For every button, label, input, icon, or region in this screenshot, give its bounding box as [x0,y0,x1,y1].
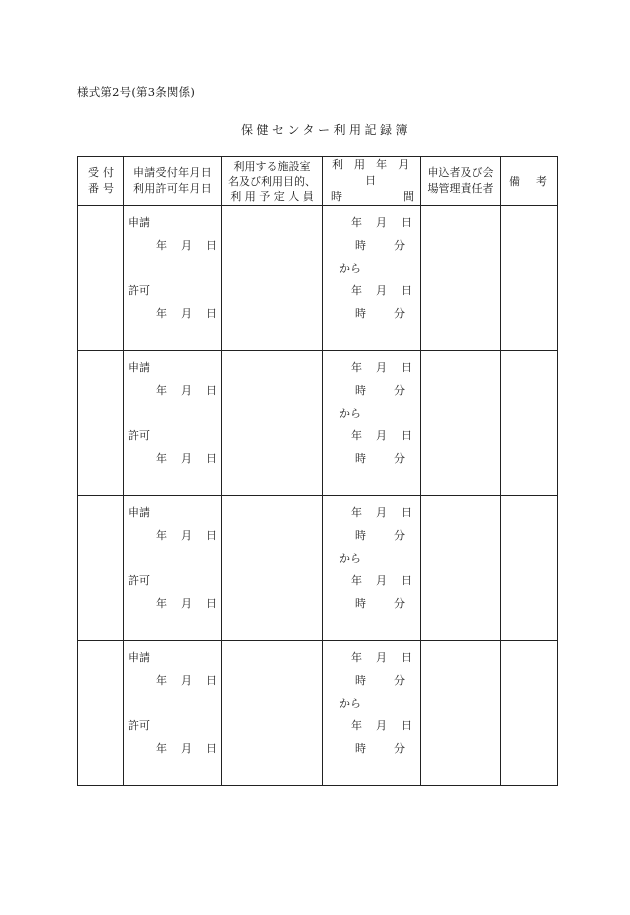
dates-cell[interactable] [124,206,222,351]
receipt-number-cell[interactable] [78,496,124,641]
permission-label: 許可 [128,574,150,587]
application-date: 年 月 日 [156,384,217,397]
usage-record-table [77,156,558,786]
use-start-time: 時 分 [355,529,405,542]
form-number: 様式第2号(第3条関係) [77,85,196,99]
from-label: から [339,552,361,565]
applicant-manager-cell[interactable] [421,351,501,496]
use-start-time: 時 分 [355,239,405,252]
permission-label: 許可 [128,284,150,297]
record-row [78,206,558,351]
dates-cell[interactable] [124,496,222,641]
facility-purpose-cell[interactable] [222,351,323,496]
record-row [78,641,558,786]
remarks-cell[interactable] [501,496,558,641]
use-end-date: 年 月 日 [351,284,412,297]
applicant-manager-cell[interactable] [421,496,501,641]
use-datetime-cell[interactable] [323,206,421,351]
application-label: 申請 [128,506,150,519]
use-end-time: 時 分 [355,742,405,755]
applicant-manager-cell[interactable] [421,206,501,351]
permission-date: 年 月 日 [156,452,217,465]
header-remarks: 備 考 [501,157,558,206]
application-label: 申請 [128,361,150,374]
record-row [78,351,558,496]
use-start-time: 時 分 [355,674,405,687]
header-facility-purpose: 利用する施設室 名及び利用目的、 利 用 予 定 人 員 [222,157,323,206]
header-receipt-number: 受 付 番 号 [78,157,124,206]
record-row [78,496,558,641]
permission-label: 許可 [128,719,150,732]
receipt-number-cell[interactable] [78,641,124,786]
application-label: 申請 [128,651,150,664]
application-label: 申請 [128,216,150,229]
permission-date: 年 月 日 [156,597,217,610]
use-start-date: 年 月 日 [351,651,412,664]
receipt-number-cell[interactable] [78,351,124,496]
use-end-time: 時 分 [355,307,405,320]
facility-purpose-cell[interactable] [222,496,323,641]
use-end-date: 年 月 日 [351,719,412,732]
use-start-date: 年 月 日 [351,361,412,374]
permission-date: 年 月 日 [156,307,217,320]
remarks-cell[interactable] [501,351,558,496]
remarks-cell[interactable] [501,206,558,351]
application-date: 年 月 日 [156,529,217,542]
from-label: から [339,262,361,275]
use-end-date: 年 月 日 [351,574,412,587]
header-row [78,157,558,206]
dates-cell[interactable] [124,351,222,496]
header-applicant-manager: 申込者及び会 場管理責任者 [421,157,501,206]
facility-purpose-cell[interactable] [222,641,323,786]
use-end-date: 年 月 日 [351,429,412,442]
use-end-time: 時 分 [355,597,405,610]
receipt-number-cell[interactable] [78,206,124,351]
use-end-time: 時 分 [355,452,405,465]
header-dates: 申請受付年月日 利用許可年月日 [124,157,222,206]
use-start-date: 年 月 日 [351,216,412,229]
document-title: 保健センター利用記録簿 [240,123,412,137]
use-start-date: 年 月 日 [351,506,412,519]
from-label: から [339,697,361,710]
application-date: 年 月 日 [156,674,217,687]
use-datetime-cell[interactable] [323,351,421,496]
application-date: 年 月 日 [156,239,217,252]
dates-cell[interactable] [124,641,222,786]
applicant-manager-cell[interactable] [421,641,501,786]
use-datetime-cell[interactable] [323,641,421,786]
header-use-datetime: 利 用 年 月 日 時 間 [323,157,421,206]
remarks-cell[interactable] [501,641,558,786]
permission-date: 年 月 日 [156,742,217,755]
use-datetime-cell[interactable] [323,496,421,641]
facility-purpose-cell[interactable] [222,206,323,351]
use-start-time: 時 分 [355,384,405,397]
permission-label: 許可 [128,429,150,442]
from-label: から [339,407,361,420]
